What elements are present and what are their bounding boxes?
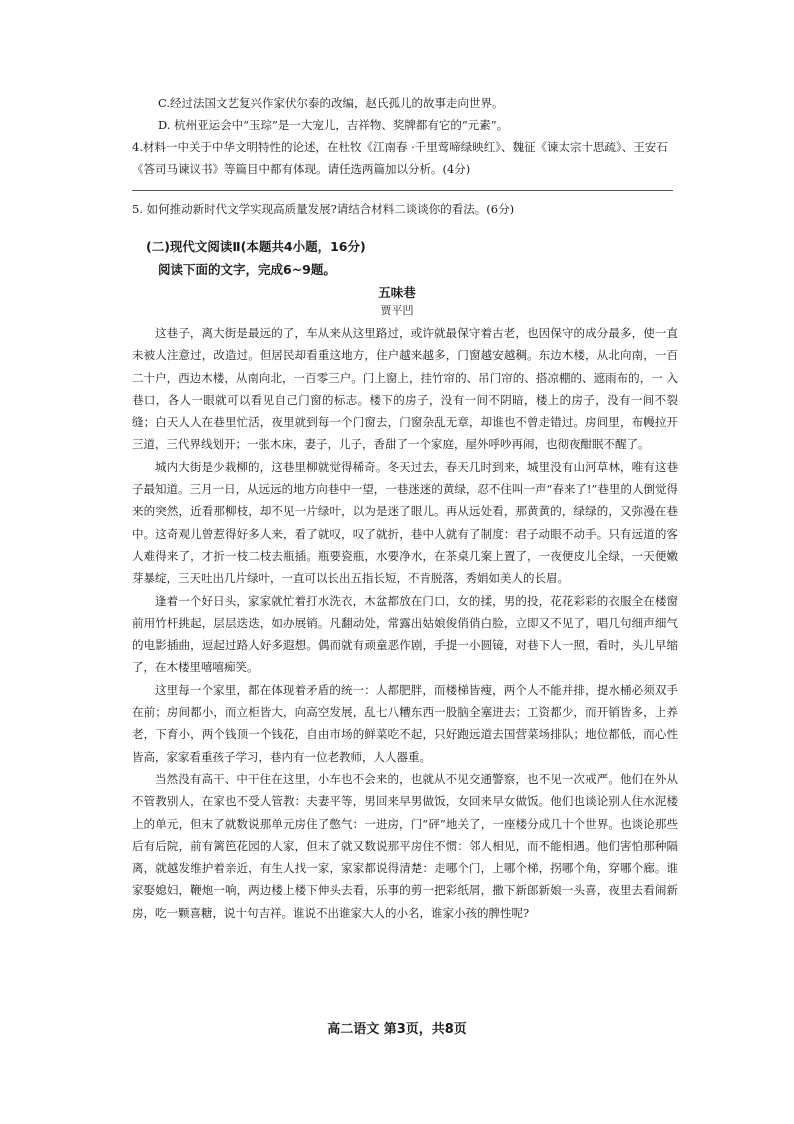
article-title: 五味巷: [378, 285, 416, 300]
question-5: 5. 如何推动新时代文学实现高质量发展?请结合材料二谈谈你的看法。(6分): [132, 202, 515, 216]
article-paragraph: 这里每一个家里，都在体现着矛盾的统一：人都肥胖，而楼梯皆瘦，两个人不能并排，提水桶必须双手在前；房间都小，而立柜皆大，向高空发展，乱七八糟东西一股脑全塞进去；工资都少，而开销皆多，上养老，下育小，两个钱顶一个钱花，自由市场的鲜菜吃不起，只好跑远道去国营菜场排队；地位都低，而心性皆高，家家看重孩子学习，巷内有一位老教师，人人器重。: [132, 682, 678, 764]
answer-line: [132, 190, 673, 191]
question-3-option-c: C.经过法国文艺复兴作家伏尔泰的改编，赵氏孤儿的故事走向世界。: [158, 96, 504, 110]
page-footer: 高二语文 第3页，共8页: [327, 1022, 467, 1037]
article-paragraph: 逢着一个好日头，家家就忙着打水洗衣，木盆都放在门口，女的揉，男的投，花花彩彩的衣服全在楼窗前用竹杆挑起，层层迭迭，如办展销。凡翻动处，常露出姑娘俊俏俏白脸，立即又不见了，唱几句细声细气的电影插曲，逗起过路人好多遐想。偶而就有顽童恶作剧，手提一小圆镜，对巷下人一照，看时，头儿早缩了，在木楼里嘻嘻痴笑。: [132, 593, 678, 675]
article-body: [132, 322, 678, 924]
article-paragraph: 这巷子，离大街是最远的了，车从来从这里路过，或许就最保守着古老，也因保守的成分最多，使一直未被人注意过，改造过。但居民却看重这地方，住户越来越多，门窗越安越稠。东边木楼，从北向南，一百二十户，西边木楼，从南向北，一百零三户。门上窗上，挂竹帘的、吊门帘的、搭凉棚的、遮雨布的，一 入巷口，各人一眼就可以看见自己门窗的标志。楼下的房子，没有一间不阴暗，楼上的房子，没有一间不裂缝；白天人人在巷里忙活，夜里就到每一个门窗去，门窗杂乱无章，却谁也不曾走错过。房间里，布幔拉开三道，三代界线划开；一张木床，妻子，儿子，香甜了一个家庭，屋外呼吵再闹，也彻夜酣眠不醒了。: [132, 326, 678, 452]
article-paragraph: 城内大街是少栽柳的，这巷里柳就觉得稀奇。冬天过去，春天几时到来，城里没有山河草林，唯有这巷子最知道。三月一日，从远远的地方向巷中一望，一巷迷迷的黄绿，忍不住叫一声“春来了!”巷里的人倒觉得来的突然，近看那柳枝，却不见一片绿叶，以为是迷了眼儿。再从远处看，那黄黄的，绿绿的，又弥漫在巷中。这奇观儿曾惹得好多人来，看了就叹，叹了就折，巷中人就有了制度：君子动眼不动手。只有远道的客人难得来了，才折一枝二枝去瓶插。瓶要瓷瓶，水要净水，在茶桌几案上置了，一夜便皮儿全绿，一天便嫩芽暴绽，三天吐出几片绿叶，一直可以长出五指长短，不肯脱落，秀娟如美人的长眉。: [132, 459, 678, 586]
section-heading: (二)现代文阅读Ⅱ(本题共4小题，16分): [146, 239, 366, 254]
article-author: 贾平凹: [380, 304, 414, 317]
article-paragraph: 当然没有高干、中干住在这里，小车也不会来的，也就从不见交通警察，也不见一次戒严。他们在外从不管教别人，在家也不受人管教：夫妻平等，男回来早男做饭，女回来早女做饭。他们也谈论别人住水泥楼上的单元，但末了就数说那单元房住了憋气：一进房，门“砰”地关了，一座楼分成几十个世界。也谈论那些后有后院，前有篱笆花园的人家，但末了就又数说那平房住不惯：邻人相见，而不能相遇。他们害怕那种隔离，就越发维护着亲近，有生人找一家，家家都说得清楚：走哪个门，上哪个梯，拐哪个角，穿哪个廊。谁家娶媳妇，鞭炮一响，两边楼上楼下伸头去看，乐事的剪一把彩纸屑，撒下新郎新娘一头喜，夜里去看闹新房，吃一颗喜糖，说十句吉祥。谁说不出谁家大人的小名，谁家小孩的脾性呢?: [132, 771, 678, 920]
section-instruction: 阅读下面的文字，完成6~9题。: [158, 262, 336, 277]
question-4: 4.材料一中关于中华文明特性的论述，在杜牧《江南春 ·千里莺啼绿映红》、魏征《谏太宗十思疏》、王安石《答司马谏议书》等篇目中都有体现。请任选两篇加以分析。(4分): [132, 140, 668, 176]
question-block-3-4: [132, 92, 672, 180]
question-3-option-d: D. 杭州亚运会中“玉琮”是一大宠儿，吉祥物、奖牌都有它的“元素”。: [158, 118, 509, 132]
